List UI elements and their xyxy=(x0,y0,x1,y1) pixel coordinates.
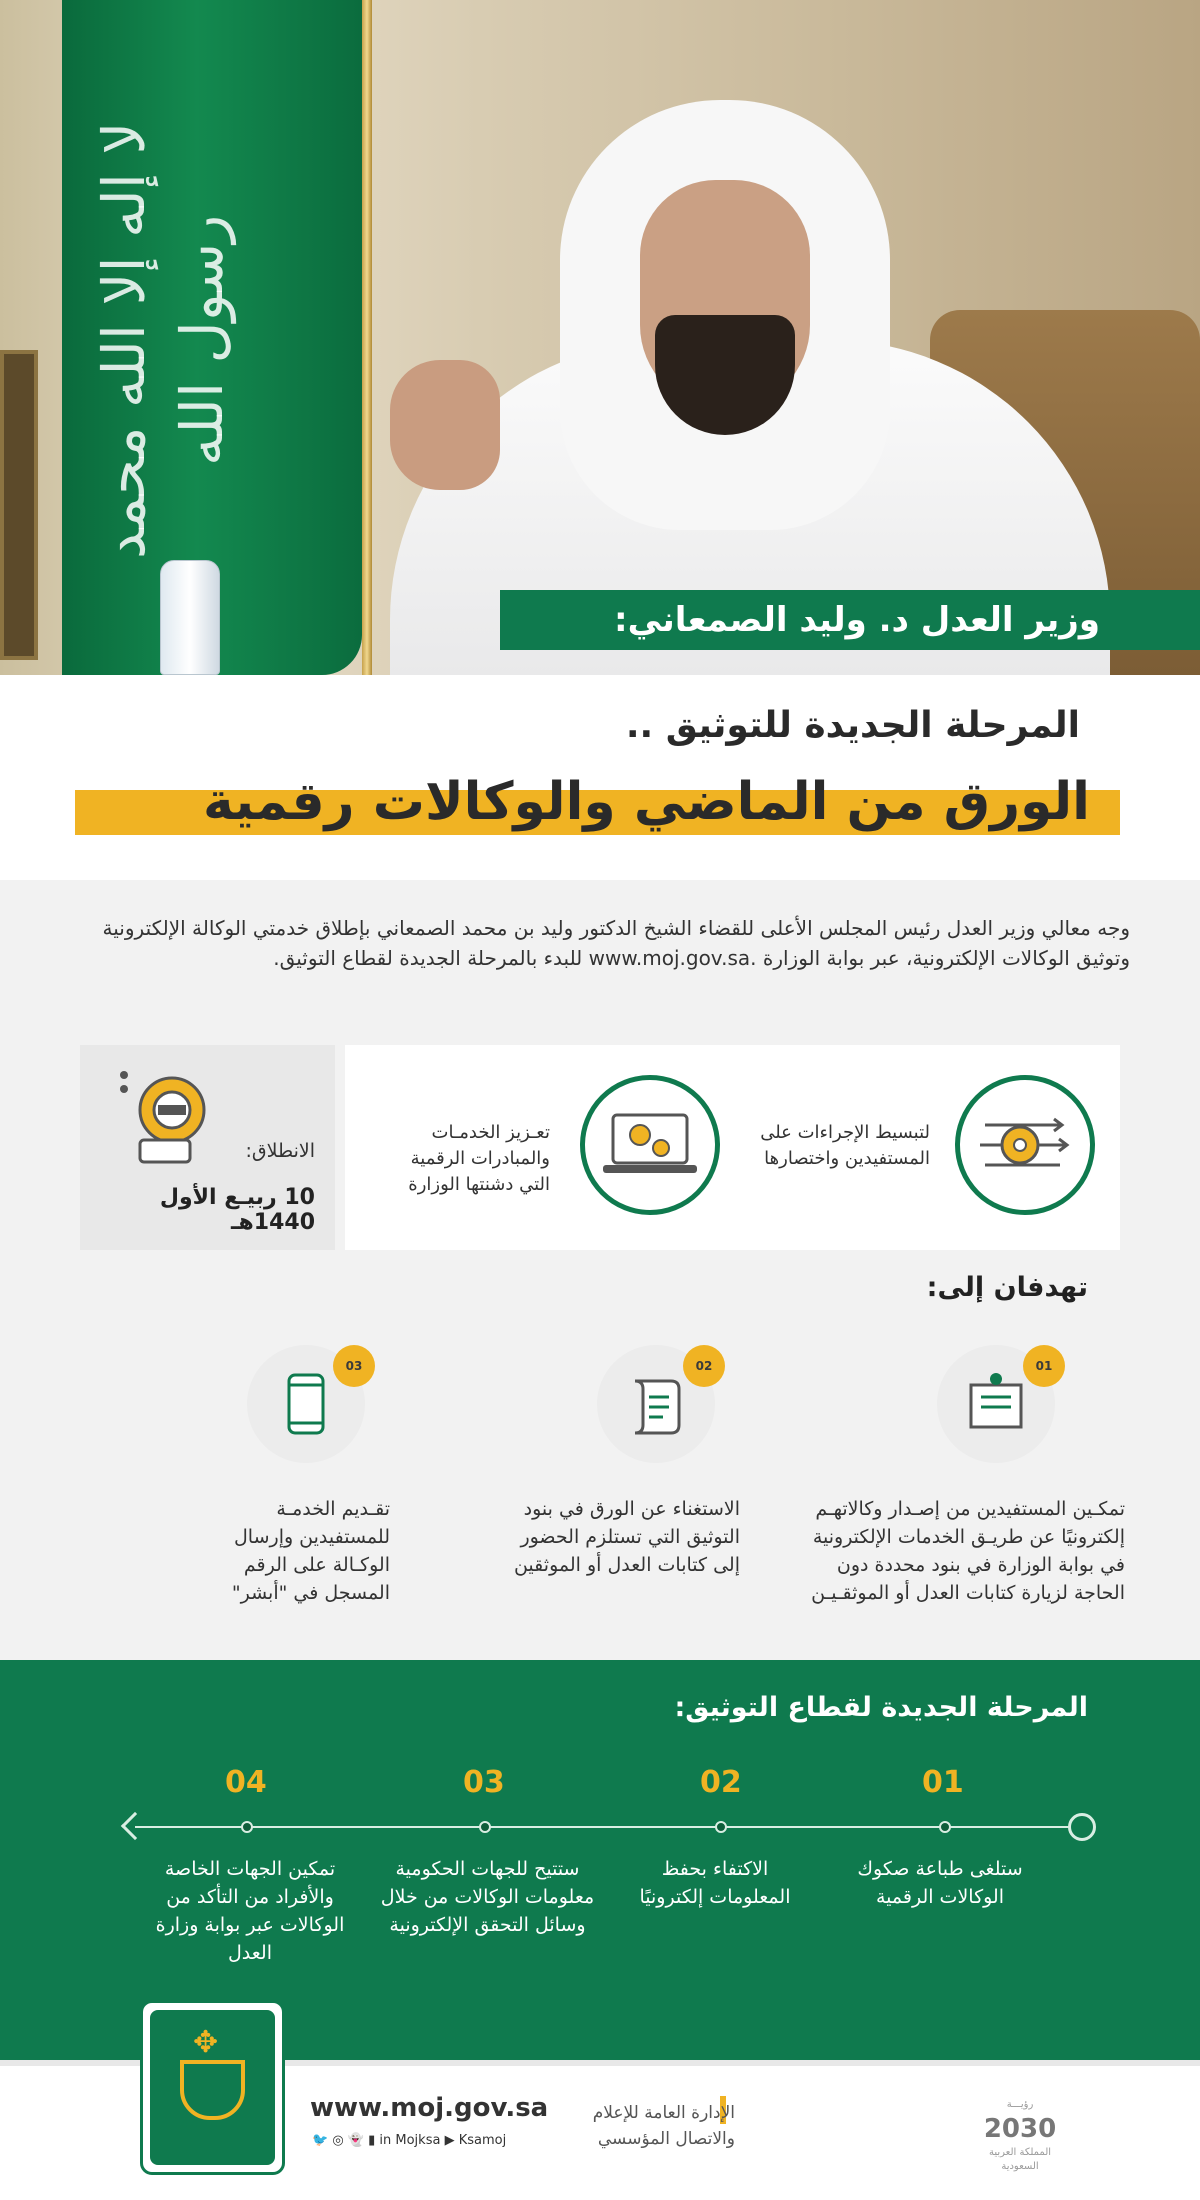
step-number: 04 xyxy=(225,1765,267,1800)
flag-shahada-text: لا إله إلا الله محمد رسول الله xyxy=(90,121,236,559)
intro-paragraph xyxy=(60,913,1130,973)
aim-badge: 01 xyxy=(1023,1345,1065,1387)
headline-line2: الورق من الماضي والوكالات رقمية xyxy=(203,772,1090,832)
scales-of-justice-icon xyxy=(180,2060,245,2120)
dept-line2: والاتصال المؤسسي xyxy=(597,2129,735,2149)
vision-top: رؤيـــة xyxy=(1006,2099,1034,2110)
step-text: ستلغى طباعة صكوك الوكالات الرقمية xyxy=(857,1858,1023,1908)
launch-box xyxy=(80,1045,335,1250)
headline-line1: المرحلة الجديدة للتوثيق .. xyxy=(625,705,1080,746)
flag-pole xyxy=(362,0,372,675)
water-bottle xyxy=(160,560,220,675)
features-panel xyxy=(345,1045,1120,1250)
vision-2030-logo xyxy=(975,2098,1065,2172)
step-number: 02 xyxy=(700,1765,742,1800)
vision-bottom: المملكة العربية السعودية xyxy=(988,2147,1052,2172)
feature-simplify xyxy=(755,1075,1095,1215)
aim-badge: 03 xyxy=(333,1345,375,1387)
palm-emblem-icon: ✥ xyxy=(193,2025,219,2060)
intro-link[interactable]: www.moj.gov.sa. xyxy=(588,946,757,970)
timeline-dot xyxy=(479,1821,491,1833)
aims-title: تهدفان إلى: xyxy=(926,1272,1088,1303)
hero-caption: وزير العدل د. وليد الصمعاني: xyxy=(500,590,1200,650)
phase-title: المرحلة الجديدة لقطاع التوثيق: xyxy=(674,1692,1088,1723)
laptop-gears-icon xyxy=(585,1080,715,1210)
feature-icon-circle xyxy=(580,1075,720,1215)
vision-number: 2030 xyxy=(983,2114,1057,2144)
timeline-dot xyxy=(715,1821,727,1833)
media-dept xyxy=(560,2100,735,2152)
aim-item-1 xyxy=(811,1345,1145,1625)
gears-arrows-icon xyxy=(960,1080,1090,1210)
step-number: 01 xyxy=(922,1765,964,1800)
launch-date: 10 ربيـع الأول 1440هـ xyxy=(159,1185,315,1235)
wall-frame xyxy=(0,350,38,660)
dept-line1: الإدارة العامة للإعلام xyxy=(592,2103,735,2123)
step-text: تمكين الجهات الخاصة والأفراد من التأكد من الوكالات عبر بوابة وزارة العدل xyxy=(155,1858,345,1964)
aim-text: تمكـين المستفيدين من إصـدار وكالاتهـم إلكترونيًا عن طريـق الخدمات الإلكترونية في بوابة الوزارة في بنود محددة دون الحاجة لزيارة كتابات العدل أو الموثقـيـن xyxy=(811,1498,1125,1604)
launch-label: الانطلاق: xyxy=(245,1140,315,1162)
step-text: ستتيح للجهات الحكومية معلومات الوكالات من خلال وسائل التحقق الإلكترونية xyxy=(380,1858,595,1936)
step-number: 03 xyxy=(463,1765,505,1800)
feature-text: لتبسيط الإجراءات على المستفيدين واختصارها xyxy=(760,1122,930,1169)
feature-icon-circle xyxy=(955,1075,1095,1215)
hero-photo xyxy=(0,0,1200,675)
footer-url[interactable]: www.moj.gov.sa xyxy=(310,2093,549,2123)
intro-text-a: وجه معالي وزير العدل رئيس المجلس الأعلى للقضاء الشيخ الدكتور وليد بن محمد الصمعاني بإطلاق خدمتي الوكالة الإلكترونية وتوثيق الوكالات الإلكترونية، عبر بوابة الوزارة xyxy=(102,916,1130,970)
aim-item-2 xyxy=(475,1345,805,1625)
minister-portrait xyxy=(390,100,1110,675)
feature-text: تعـزيز الخدمـات والمبادرات الرقمية التي دشنتها الوزارة xyxy=(408,1122,550,1195)
aim-text: تقـديم الخدمـة للمستفيدين وإرسال الوكـالة على الرقم المسجل في "أبشر" xyxy=(231,1498,390,1604)
timeline-start-circle xyxy=(1068,1813,1096,1841)
aim-item-3 xyxy=(125,1345,455,1625)
aim-text: الاستغناء عن الورق في بنود التوثيق التي تستلزم الحضور إلى كتابات العدل أو الموثقين xyxy=(513,1498,740,1576)
timeline-dot xyxy=(939,1821,951,1833)
gesturing-hand xyxy=(390,360,500,490)
timeline-dot xyxy=(241,1821,253,1833)
step-text: الاكتفاء بحفظ المعلومات إلكترونيًا xyxy=(639,1858,791,1908)
launch-gear-icon xyxy=(110,1065,220,1170)
social-links[interactable]: 🐦 ◎ 👻 ▮ in Mojksa ▶ Ksamoj xyxy=(312,2133,507,2148)
intro-text-b: للبدء بالمرحلة الجديدة لقطاع التوثيق. xyxy=(273,946,589,970)
feature-digital xyxy=(360,1075,720,1215)
aim-badge: 02 xyxy=(683,1345,725,1387)
